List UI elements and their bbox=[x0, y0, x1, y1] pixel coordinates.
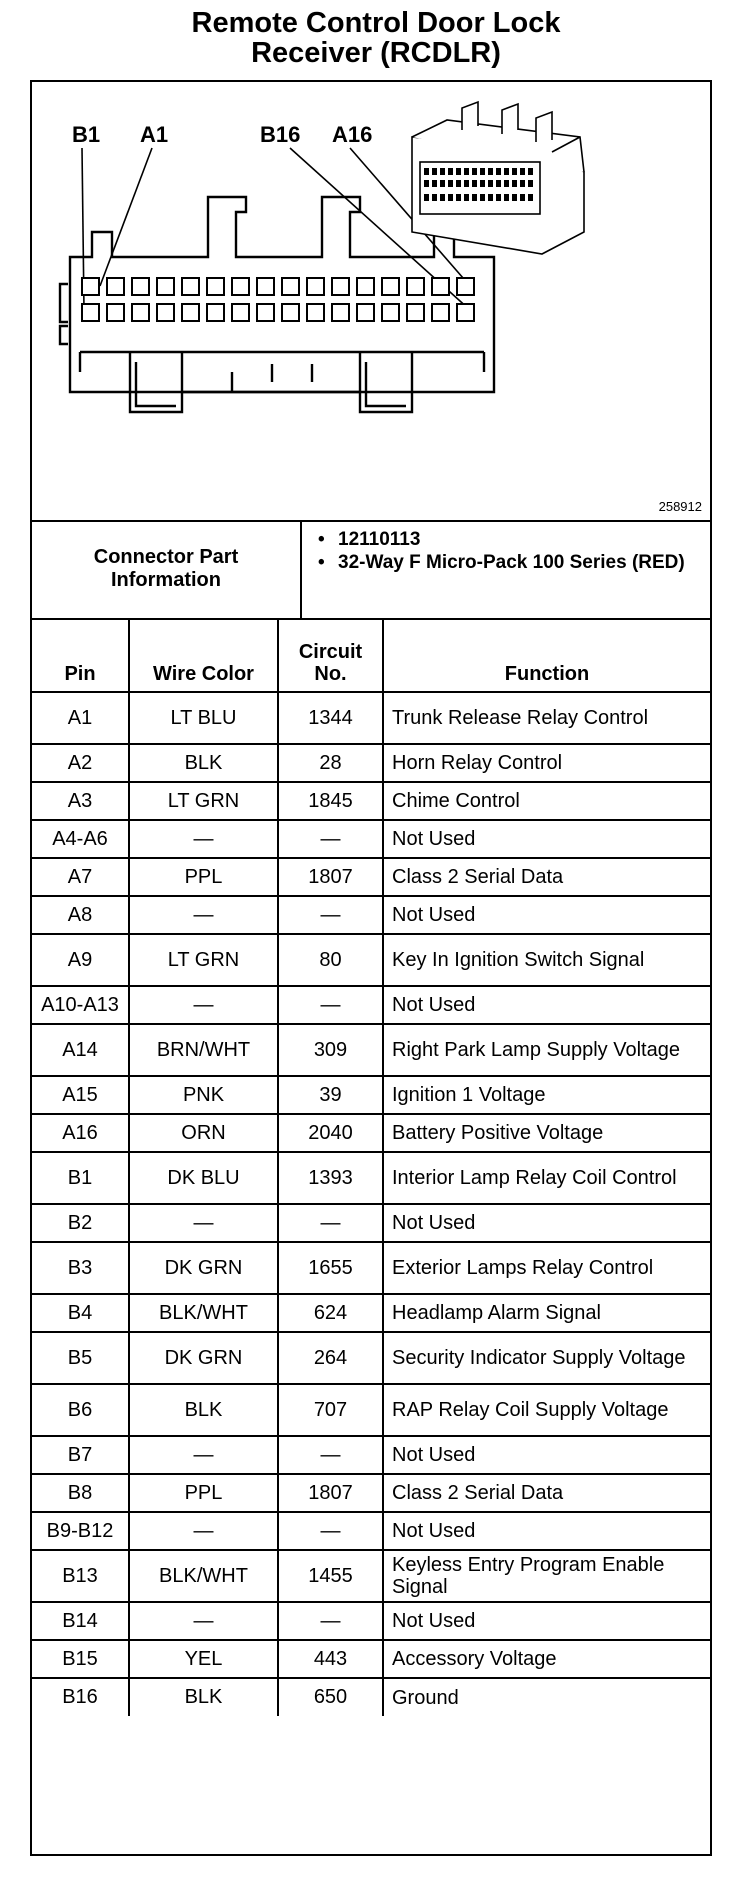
circuit-cell: 1455 bbox=[278, 1550, 383, 1602]
table-row bbox=[32, 1242, 710, 1294]
circuit-cell: — bbox=[278, 820, 383, 858]
header-wire-color: Wire Color bbox=[129, 620, 278, 692]
figure-number: 258912 bbox=[658, 499, 702, 514]
pin-cell: A10-A13 bbox=[32, 986, 129, 1024]
pin-cell: B15 bbox=[32, 1640, 129, 1678]
pin-cell: B7 bbox=[32, 1436, 129, 1474]
table-row bbox=[32, 986, 710, 1024]
pin-cell: A8 bbox=[32, 896, 129, 934]
function-cell: Trunk Release Relay Control bbox=[383, 692, 710, 744]
function-cell: Class 2 Serial Data bbox=[383, 858, 710, 896]
pin-cell: B1 bbox=[32, 1152, 129, 1204]
circuit-cell: — bbox=[278, 1602, 383, 1640]
function-cell: Security Indicator Supply Voltage bbox=[383, 1332, 710, 1384]
circuit-cell: — bbox=[278, 986, 383, 1024]
circuit-cell: — bbox=[278, 896, 383, 934]
header-circuit-no: Circuit No. bbox=[278, 620, 383, 692]
function-cell: Class 2 Serial Data bbox=[383, 1474, 710, 1512]
function-cell: Ignition 1 Voltage bbox=[383, 1076, 710, 1114]
wire-color-cell: BLK bbox=[129, 1384, 278, 1436]
wire-color-cell: PNK bbox=[129, 1076, 278, 1114]
circuit-cell: 1807 bbox=[278, 858, 383, 896]
function-cell: Battery Positive Voltage bbox=[383, 1114, 710, 1152]
table-row bbox=[32, 934, 710, 986]
function-cell: Headlamp Alarm Signal bbox=[383, 1294, 710, 1332]
function-cell: Accessory Voltage bbox=[383, 1640, 710, 1678]
document-frame bbox=[30, 80, 712, 1856]
circuit-cell: 1393 bbox=[278, 1152, 383, 1204]
table-row bbox=[32, 1678, 710, 1716]
wire-color-cell: LT GRN bbox=[129, 934, 278, 986]
table-row bbox=[32, 1152, 710, 1204]
wire-color-cell: BLK bbox=[129, 744, 278, 782]
table-row bbox=[32, 1550, 710, 1602]
wire-color-cell: PPL bbox=[129, 1474, 278, 1512]
table-row bbox=[32, 1436, 710, 1474]
circuit-cell: 1655 bbox=[278, 1242, 383, 1294]
pin-cavities bbox=[82, 278, 474, 321]
function-cell: Interior Lamp Relay Coil Control bbox=[383, 1152, 710, 1204]
header-function: Function bbox=[383, 620, 710, 692]
wire-color-cell: — bbox=[129, 986, 278, 1024]
pin-cell: A16 bbox=[32, 1114, 129, 1152]
table-row bbox=[32, 782, 710, 820]
circuit-cell: 39 bbox=[278, 1076, 383, 1114]
function-cell: Chime Control bbox=[383, 782, 710, 820]
wire-color-cell: PPL bbox=[129, 858, 278, 896]
pin-cell: A2 bbox=[32, 744, 129, 782]
table-row bbox=[32, 1204, 710, 1242]
pin-cell: A15 bbox=[32, 1076, 129, 1114]
header-pin: Pin bbox=[32, 620, 129, 692]
pin-cell: A1 bbox=[32, 692, 129, 744]
circuit-cell: 650 bbox=[278, 1678, 383, 1716]
wire-color-cell: BLK/WHT bbox=[129, 1294, 278, 1332]
wire-color-cell: — bbox=[129, 1602, 278, 1640]
pin-cell: A4-A6 bbox=[32, 820, 129, 858]
circuit-cell: 1344 bbox=[278, 692, 383, 744]
table-row bbox=[32, 1294, 710, 1332]
function-cell: Not Used bbox=[383, 986, 710, 1024]
wire-color-cell: — bbox=[129, 1204, 278, 1242]
function-cell: Exterior Lamps Relay Control bbox=[383, 1242, 710, 1294]
pin-cell: A9 bbox=[32, 934, 129, 986]
circuit-cell: 28 bbox=[278, 744, 383, 782]
connector-isometric-view bbox=[412, 102, 584, 254]
function-cell: Horn Relay Control bbox=[383, 744, 710, 782]
wire-color-cell: LT GRN bbox=[129, 782, 278, 820]
connector-part-information bbox=[32, 520, 710, 620]
label-a16: A16 bbox=[332, 122, 373, 147]
circuit-cell: — bbox=[278, 1512, 383, 1550]
page-title bbox=[0, 8, 752, 68]
wire-color-cell: LT BLU bbox=[129, 692, 278, 744]
wire-color-cell: BLK/WHT bbox=[129, 1550, 278, 1602]
wire-color-cell: BRN/WHT bbox=[129, 1024, 278, 1076]
function-cell: Not Used bbox=[383, 1512, 710, 1550]
pin-cell: B14 bbox=[32, 1602, 129, 1640]
wire-color-cell: DK GRN bbox=[129, 1332, 278, 1384]
wire-color-cell: — bbox=[129, 820, 278, 858]
label-b1: B1 bbox=[72, 122, 101, 147]
pin-cell: B16 bbox=[32, 1678, 129, 1716]
pin-cell: A14 bbox=[32, 1024, 129, 1076]
wire-color-cell: YEL bbox=[129, 1640, 278, 1678]
connector-illustration bbox=[32, 82, 710, 520]
pin-cell: B2 bbox=[32, 1204, 129, 1242]
pin-cell: B3 bbox=[32, 1242, 129, 1294]
circuit-cell: 707 bbox=[278, 1384, 383, 1436]
function-cell: Not Used bbox=[383, 820, 710, 858]
table-row bbox=[32, 1332, 710, 1384]
circuit-cell: — bbox=[278, 1436, 383, 1474]
table-row bbox=[32, 1640, 710, 1678]
function-cell: RAP Relay Coil Supply Voltage bbox=[383, 1384, 710, 1436]
pin-cell: B8 bbox=[32, 1474, 129, 1512]
wire-color-cell: BLK bbox=[129, 1678, 278, 1716]
connector-part-item: • 32-Way F Micro-Pack 100 Series (RED) bbox=[304, 551, 704, 574]
table-row bbox=[32, 1602, 710, 1640]
pin-cell: B13 bbox=[32, 1550, 129, 1602]
pin-cell: B9-B12 bbox=[32, 1512, 129, 1550]
label-b16: B16 bbox=[260, 122, 301, 147]
table-row bbox=[32, 1512, 710, 1550]
table-row bbox=[32, 1384, 710, 1436]
function-cell: Not Used bbox=[383, 1204, 710, 1242]
function-cell: Not Used bbox=[383, 1602, 710, 1640]
table-header-row bbox=[32, 620, 710, 692]
table-row bbox=[32, 896, 710, 934]
pin-table-body bbox=[32, 692, 710, 1716]
pin-cell: B4 bbox=[32, 1294, 129, 1332]
circuit-cell: 264 bbox=[278, 1332, 383, 1384]
wire-color-cell: ORN bbox=[129, 1114, 278, 1152]
circuit-cell: 624 bbox=[278, 1294, 383, 1332]
pin-cell: A7 bbox=[32, 858, 129, 896]
table-row bbox=[32, 1076, 710, 1114]
circuit-cell: 2040 bbox=[278, 1114, 383, 1152]
title-line-2: Receiver (RCDLR) bbox=[251, 37, 501, 69]
pin-cell: B5 bbox=[32, 1332, 129, 1384]
table-row bbox=[32, 858, 710, 896]
wire-color-cell: — bbox=[129, 1512, 278, 1550]
title-line-1: Remote Control Door Lock bbox=[191, 7, 561, 39]
pin-cell: A3 bbox=[32, 782, 129, 820]
pin-cell: B6 bbox=[32, 1384, 129, 1436]
circuit-cell: 80 bbox=[278, 934, 383, 986]
table-row bbox=[32, 692, 710, 744]
function-cell: Right Park Lamp Supply Voltage bbox=[383, 1024, 710, 1076]
function-cell: Key In Ignition Switch Signal bbox=[383, 934, 710, 986]
table-row bbox=[32, 1024, 710, 1076]
wire-color-cell: — bbox=[129, 1436, 278, 1474]
circuit-cell: 309 bbox=[278, 1024, 383, 1076]
function-cell: Not Used bbox=[383, 896, 710, 934]
connector-drawing bbox=[32, 82, 710, 522]
connector-part-item: • 12110113 bbox=[304, 528, 704, 551]
function-cell: Keyless Entry Program Enable Signal bbox=[383, 1550, 710, 1602]
circuit-cell: 1807 bbox=[278, 1474, 383, 1512]
table-row bbox=[32, 820, 710, 858]
wire-color-cell: DK GRN bbox=[129, 1242, 278, 1294]
connector-part-list bbox=[304, 528, 704, 574]
connector-part-information-label: Connector Part Information bbox=[32, 520, 302, 618]
circuit-cell: 1845 bbox=[278, 782, 383, 820]
wire-color-cell: — bbox=[129, 896, 278, 934]
circuit-cell: 443 bbox=[278, 1640, 383, 1678]
pin-table bbox=[32, 620, 710, 1716]
function-cell: Ground bbox=[383, 1678, 710, 1716]
wire-color-cell: DK BLU bbox=[129, 1152, 278, 1204]
label-a1: A1 bbox=[140, 122, 169, 147]
table-row bbox=[32, 744, 710, 782]
table-row bbox=[32, 1114, 710, 1152]
circuit-cell: — bbox=[278, 1204, 383, 1242]
table-row bbox=[32, 1474, 710, 1512]
function-cell: Not Used bbox=[383, 1436, 710, 1474]
